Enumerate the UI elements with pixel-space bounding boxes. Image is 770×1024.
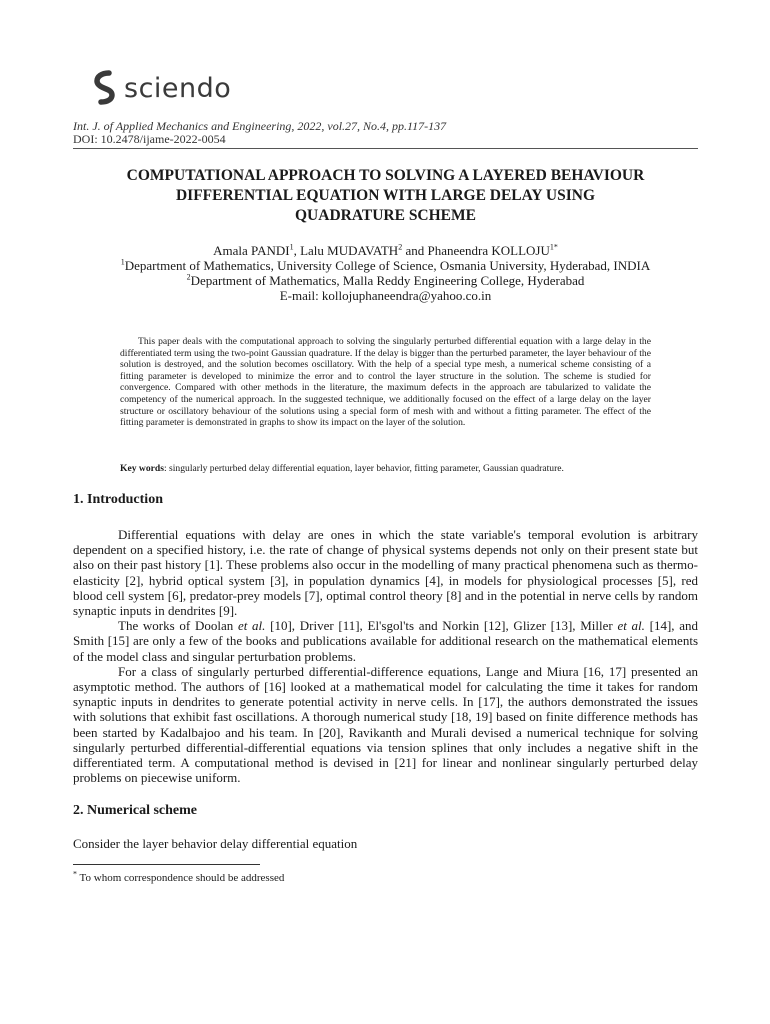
text-run: [10], Driver [11], El'sgol'ts and Norkin [12], Glizer [13], Miller: [265, 618, 618, 634]
author-block: [73, 243, 698, 303]
publisher-logo: [92, 70, 231, 106]
section-heading: 2. Numerical scheme: [73, 803, 198, 818]
footnote: [73, 869, 285, 884]
text-run: [14], and Smith [15] are only a few of the books and publications available for additional research on the mathematical elements of the model class and singular perturbation problems.: [73, 618, 699, 664]
paragraph: [73, 618, 698, 664]
affiliation-mark: 1*: [549, 242, 558, 252]
affiliation-mark: 2: [186, 272, 191, 282]
footnote-text: To whom correspondence should be addressed: [77, 872, 285, 884]
footnote-rule: [73, 864, 260, 865]
affiliation-2: [73, 273, 698, 288]
footnote-mark: *: [73, 869, 77, 879]
affiliation-mark: 1: [289, 242, 294, 252]
doi: DOI: 10.2478/ijame-2022-0054: [73, 132, 226, 146]
author-name: and Phaneendra KOLLOJU: [402, 243, 550, 258]
paragraph: For a class of singularly perturbed differential-difference equations, Lange and Miura [16, 17] presented an asymptotic method. The authors of [16] looked at a mathematical model for calculating the time it takes for random synaptic inputs in dendrites to generate potential activity in nerve cells. In [17], the authors demonstrated the issues with solutions that exhibit fast oscillations. A thorough numerical study [18, 19] based on finite difference methods has been started by Kadalbajoo and his team. In [20], Ravikanth and Murali devised a numerical technique for solving singularly perturbed differential-differential equations via tension splines that only includes a negative shift in the differentiated term. A computational method is devised in [21] for linear and nonlinear singularly perturbed delay problems on piecewise uniform.: [73, 663, 698, 786]
introduction-body: [73, 527, 698, 785]
paragraph: Differential equations with delay are ones in which the state variable's temporal evolution is arbitrary dependent on a specified history, i.e. the rate of change of physical systems depends not only on their present state but also on their past history [1]. These problems also occur in the modelling of many practical phenomena such as thermo-elasticity [2], hybrid optical system [3], in population dynamics [4], in models for physiological processes [5], red blood cell system [6], predator-prey models [7], optimal control theory [8] and in the potential in nerve cells by random synaptic inputs in dendrites [9].: [73, 527, 698, 619]
keywords-text: : singularly perturbed delay differential equation, layer behavior, fitting parameter, Gaussian quadrature.: [163, 463, 564, 474]
author-email: E-mail: kollojuphaneendra@yahoo.co.in: [279, 288, 492, 303]
affiliation-1: [73, 258, 698, 273]
journal-citation: Int. J. of Applied Mechanics and Engineering, 2022, vol.27, No.4, pp.117-137: [73, 119, 447, 133]
text-run-italic: et al.: [237, 618, 266, 634]
affiliation-mark: 1: [120, 257, 125, 267]
text-run: The works of Doolan: [118, 618, 238, 634]
title-line: QUADRATURE SCHEME: [295, 207, 476, 224]
logo-wordmark: sciendo: [124, 72, 232, 104]
keywords: [120, 463, 651, 474]
paper-title: [73, 166, 698, 226]
section-intro: Consider the layer behavior delay differential equation: [73, 836, 358, 851]
abstract: This paper deals with the computational approach to solving the singularly perturbed differential equation with a large delay in the differentiated term using the two-point Gaussian quadrature. If the delay is bigger than the perturbed parameter, the layer behaviour of the solution is destroyed, and the solution becomes oscillatory. With the help of a special type mesh, a numerical scheme consisting of a fitting parameter is developed to minimize the error and to control the layer structure in the solution. The scheme is studied for convergence. Compared with other methods in the literature, the maximum defects in the approach are tabularized to validate the competency of the numerical approach. In the suggested technique, we additionally focused on the effect of a large delay on the layer structure or oscillatory behaviour of the solutions using a special form of mesh with and without a fitting parameter. The effect of the fitting parameter is demonstrated in graphs to show its impact on the layer of the solution.: [120, 336, 651, 429]
author-name: Amala PANDI: [213, 243, 290, 258]
title-line: DIFFERENTIAL EQUATION WITH LARGE DELAY USING: [175, 187, 596, 204]
section-heading: 1. Introduction: [73, 492, 163, 507]
sciendo-logo-icon: [92, 70, 118, 106]
text-run-italic: et al.: [617, 618, 645, 634]
title-line: COMPUTATIONAL APPROACH TO SOLVING A LAYERED BEHAVIOUR: [126, 167, 645, 184]
affiliation-text: Department of Mathematics, Malla Reddy Engineering College, Hyderabad: [190, 273, 585, 288]
author-name: , Lalu MUDAVATH: [293, 243, 399, 258]
keywords-label: Key words: [120, 463, 164, 474]
author-list: [73, 243, 698, 258]
header-rule: [73, 148, 698, 149]
affiliation-mark: 2: [398, 242, 403, 252]
affiliation-text: Department of Mathematics, University College of Science, Osmania University, Hyderabad, INDIA: [124, 258, 651, 273]
